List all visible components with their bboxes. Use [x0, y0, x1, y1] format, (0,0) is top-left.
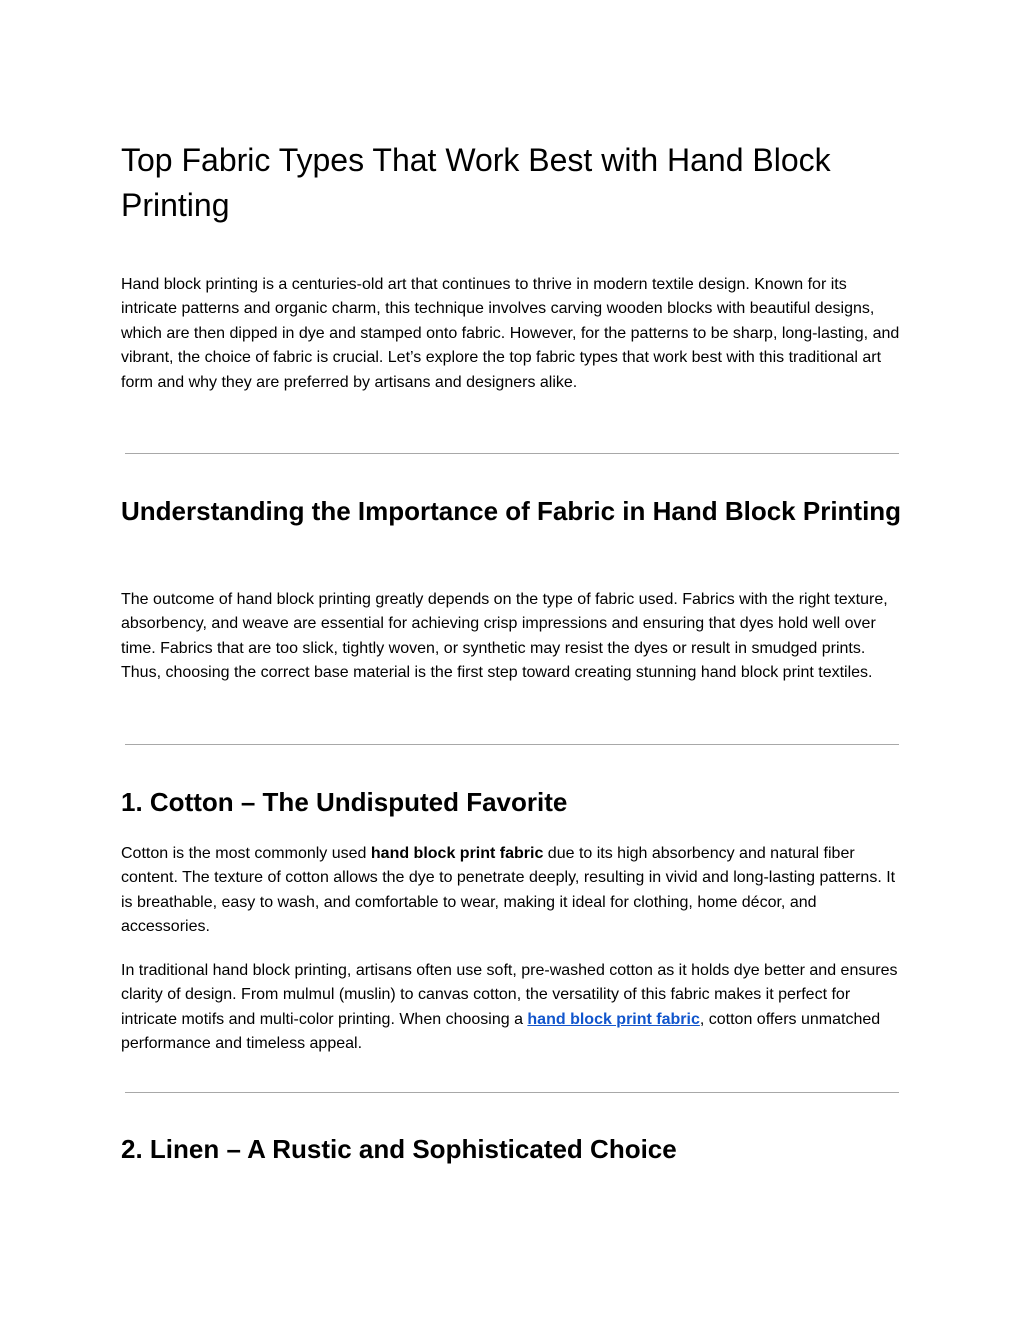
cotton-paragraph-2 [121, 959, 903, 1057]
section-divider [125, 744, 899, 745]
cotton-p1-bold-keyword: hand block print fabric [370, 845, 544, 862]
importance-paragraph: The outcome of hand block printing greatly depends on the type of fabric used. Fabrics with the right texture, absorbency, and weave are essential for achieving crisp impressions and ensuring that dyes hold well over time. Fabrics that are too slick, tightly woven, or synthetic may resist the dyes or result in smudged prints. Thus, choosing the correct base material is the first step toward creating stunning hand block print textiles. [121, 591, 888, 682]
intro-paragraph: Hand block printing is a centuries-old art that continues to thrive in modern textile design. Known for its intricate patterns and organic charm, this technique involves carving wooden blocks with beautiful designs, which are then dipped in dye and stamped onto fabric. However, for the patterns to be sharp, long-lasting, and vibrant, the choice of fabric is crucial. Let’s explore the top fabric types that work best with this traditional art form and why they are preferred by artisans and designers alike. [121, 276, 900, 391]
cotton-p1-text-before: Cotton is the most commonly used [121, 845, 371, 862]
section-divider [125, 453, 899, 454]
section-heading-importance: Understanding the Importance of Fabric in Hand Block Printing [121, 496, 902, 526]
section-heading-linen: 2. Linen – A Rustic and Sophisticated Choice [121, 1134, 677, 1164]
page-title: Top Fabric Types That Work Best with Hand Block Printing [121, 142, 831, 223]
section-heading-cotton: 1. Cotton – The Undisputed Favorite [121, 787, 568, 817]
cotton-paragraph-1 [121, 842, 903, 940]
cotton-p2-text-before: In traditional hand block printing, artisans often use soft, pre-washed cotton as it holds dye better and ensures clarity of design. From mulmul (muslin) to canvas cotton, the versatility of this fabric makes it perfect for intricate motifs and multi-color printing. When choosing a [121, 962, 898, 1028]
hand-block-print-fabric-link[interactable]: hand block print fabric [527, 1010, 700, 1028]
cotton-p2-text-after: , cotton offers unmatched performance and timeless appeal. [121, 1010, 881, 1053]
section-divider [125, 1092, 899, 1093]
cotton-p1-text-after: due to its high absorbency and natural fiber content. The texture of cotton allows the dye to penetrate deeply, resulting in vivid and long-lasting patterns. It is breathable, easy to wash, and comfortable to wear, making it ideal for clothing, home décor, and accessories. [121, 845, 896, 936]
